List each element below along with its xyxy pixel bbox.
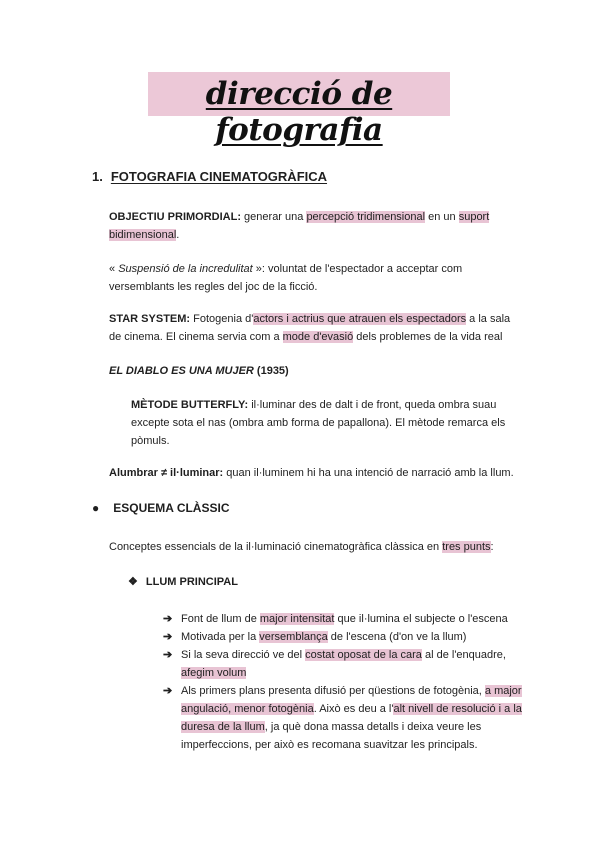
star-text-3: dels problemes de la vida real <box>353 331 503 343</box>
section-number: 1. <box>92 169 103 184</box>
item-highlight: major intensitat <box>259 613 335 625</box>
arrow-icon: ➔ <box>163 649 173 661</box>
paragraph-alumbrar <box>109 464 519 482</box>
star-highlight-1: actors i actrius que atrauen els espectadors <box>253 313 467 325</box>
film-title: EL DIABLO ES UNA MUJER <box>109 365 254 377</box>
item-highlight: versemblança <box>259 631 328 643</box>
list-item <box>163 682 523 754</box>
paragraph-suspensio <box>109 260 519 296</box>
film-year: (1935) <box>253 365 289 377</box>
objectiu-label: OBJECTIU PRIMORDIAL: <box>109 211 241 223</box>
paragraph-objectiu <box>109 208 519 244</box>
quote-close: » <box>252 263 262 275</box>
suspensio-text: : voluntat de l'espectador a acceptar com versemblants les regles del joc de la ficció. <box>109 263 463 293</box>
objectiu-text-2: en un <box>425 211 459 223</box>
conceptes-text-1: Conceptes essencials de la il·luminació cinematogràfica clàssica en <box>109 541 443 553</box>
item-text: Si la seva direcció ve del <box>181 649 306 661</box>
alumbrar-label: Alumbrar ≠ il·luminar: <box>109 467 224 479</box>
bullet-heading <box>92 499 229 517</box>
suspensio-term: Suspensió de la incredulitat <box>118 263 253 275</box>
item-text: que il·lumina el subjecte o l'escena <box>334 613 508 625</box>
quote-open: « <box>109 263 119 275</box>
item-highlight: costat oposat de la cara <box>305 649 422 661</box>
list-item <box>163 628 523 646</box>
item-highlight: afegim volum <box>181 667 247 679</box>
item-text: Font de llum de <box>181 613 260 625</box>
paragraph-star-system <box>109 310 519 346</box>
conceptes-text-2: : <box>490 541 494 553</box>
diamond-icon: ❖ <box>128 576 138 588</box>
arrow-icon: ➔ <box>163 685 173 697</box>
item-highlight: alt nivell de resolució i a la duresa de la llum <box>181 703 522 733</box>
arrow-icon: ➔ <box>163 613 173 625</box>
item-highlight: a major angulació, menor fotogènia <box>181 685 522 715</box>
item-text: de l'escena (d'on ve la llum) <box>327 631 467 643</box>
bullet-marker: ● <box>92 501 100 515</box>
sub-title: LLUM PRINCIPAL <box>145 576 238 588</box>
butterfly-text: il·luminar des de dalt i de front, queda ombra suau excepte sota el nas (ombra amb forma de papallona). El mètode remarca els pòmuls. <box>131 399 506 447</box>
title-highlight <box>148 72 450 148</box>
sub-heading <box>128 573 238 591</box>
alumbrar-text: quan il·luminem hi ha una intenció de narració amb la llum. <box>223 467 514 479</box>
section-title: FOTOGRAFIA CINEMATOGRÀFICA <box>110 169 328 184</box>
objectiu-text-1: generar una <box>241 211 307 223</box>
item-text: al de l'enquadre, <box>421 649 506 661</box>
page-title: direcció de fotografia <box>205 76 393 148</box>
star-label: STAR SYSTEM: <box>109 313 191 325</box>
star-highlight-2: mode d'evasió <box>282 331 354 343</box>
list-item <box>163 646 523 682</box>
paragraph-diablo <box>109 362 519 380</box>
item-text: Als primers plans presenta difusió per qüestions de fotogènia, <box>181 685 485 697</box>
item-text: , ja què dona massa detalls i deixa veure les imperfeccions, per això es recomana suavitzar les principals. <box>181 721 482 751</box>
arrow-icon: ➔ <box>163 631 173 643</box>
objectiu-highlight-1: percepció tridimensional <box>306 211 426 223</box>
section-heading <box>92 168 327 186</box>
paragraph-butterfly <box>131 396 519 450</box>
butterfly-label: MÈTODE BUTTERFLY: <box>131 399 249 411</box>
objectiu-text-3: . <box>176 229 180 241</box>
conceptes-highlight: tres punts <box>442 541 491 553</box>
objectiu-highlight-2: suport bidimensional <box>109 211 490 241</box>
paragraph-conceptes <box>109 538 519 556</box>
star-text-2: a la sala de cinema. El cinema servia com a <box>109 313 511 343</box>
list-item <box>163 610 523 628</box>
item-text: Motivada per la <box>181 631 260 643</box>
bullet-title: ESQUEMA CLÀSSIC <box>113 501 230 515</box>
item-text: . Això es deu a l' <box>313 703 394 715</box>
star-text-1: Fotogenia d' <box>190 313 254 325</box>
